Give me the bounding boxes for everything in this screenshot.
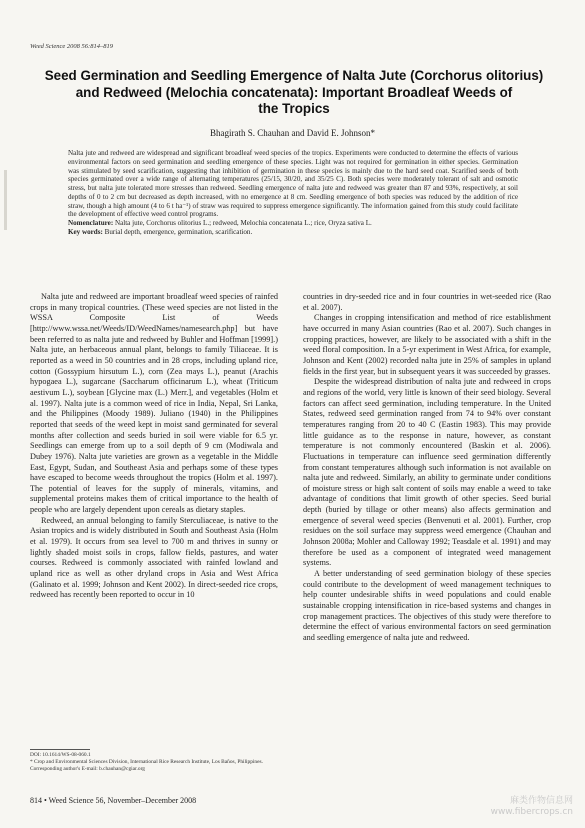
body-paragraph: Redweed, an annual belonging to family Sterculiaceae, is native to the Asian tropics and is widely distributed in South and Southeast Asia (Holm et al. 1979). It occurs from sea level to 700 m and thrives in sunny or lightly shaded moist soils in crops, fallow fields, pastures, and water courses. Redweed is commonly associated with rainfed lowland and upland rice as well as other dryland crops in Asia and West Africa (Galinato et al. 1999; Johnson and Kent 2002). In direct-seeded rice crops, redweed has recently been reported to occur in 10 [30, 515, 278, 600]
left-column [30, 292, 278, 601]
running-head: Weed Science 2008 56:814–819 [30, 43, 113, 50]
nomenclature-label: Nomenclature: [68, 219, 114, 227]
abstract-block [68, 149, 518, 237]
watermark-line-1: 麻类作物信息网 [509, 796, 573, 806]
title-line-3: the Tropics [258, 101, 330, 116]
body-paragraph: A better understanding of seed germination biology of these species could contribute to the development of weed management techniques to help counter undesirable shifts in weed populations and could enable sustainable cropping intensification in rice-based systems and changes in crop management practices. The objectives of this study were therefore to determine the effect of various environmental factors on seed germination and seedling emergence of nalta jute and redweed. [303, 569, 551, 642]
site-watermark [491, 796, 573, 818]
scan-edge-shadow [4, 170, 7, 230]
keywords-label: Key words: [68, 227, 103, 236]
article-title [28, 68, 560, 118]
watermark-line-2: www.fibercrops.cn [490, 807, 573, 817]
footnote-divider [30, 749, 90, 750]
title-line-1: Seed Germination and Seedling Emergence of Nalta Jute (Corchorus olitorius) [44, 68, 544, 83]
body-paragraph: Nalta jute and redweed are important broadleaf weed species of rainfed crops in many tropical countries. (These weed species are not listed in the WSSA Composite List of Weeds [http://www.wssa.net/Weeds/ID/WeedNames/namesearch.php] but have been referred to as nalta jute and redweed by Buhler and Hoffman [1999].) Nalta jute, an herbaceous annual plant, belongs to family Tiliaceae. It is reported as a weed in 50 countries and in 28 crops, including upland rice, cotton (Gossypium hirsutum L.), corn (Zea mays L.), peanut (Arachis hypogaea L.), sugarcane (Saccharum officinarum L.), wheat (Triticum aestivum L.), soybean [Glycine max (L.) Merr.], and vegetables (Holm et al. 1997). Nalta jute is a common weed of rice in India, Nepal, Sri Lanka, and the Philippines (Moody 1989). Juliano (1940) in the Philippines reported that seeds of the weed kept in moist sand germinated for several months after collection and seeds buried in soil were viable for 6.5 yr. Seedlings can emerge from up to a soil depth of 9 cm (Modiwala and Dubey 1976). Nalta jute varieties are grown as a vegetable in the Middle East, Egypt, Sudan, and Southeast Asia and perhaps some of these types have escaped to become weeds throughout the tropics (Holm et al. 1997). The potential of leaves for the supply of minerals, vitamins, and supplemental proteins makes them of critical importance to the health of people who are largely dependent upon cereals as dietary staples. [30, 292, 278, 515]
body-paragraph: countries in dry-seeded rice and in four countries in wet-seeded rice (Rao et al. 2007). [303, 292, 551, 312]
author-list: Bhagirath S. Chauhan and David E. Johnson* [210, 128, 375, 138]
keywords-text: Burial depth, emergence, germination, scarification. [104, 227, 253, 236]
body-paragraph: Despite the widespread distribution of nalta jute and redweed in crops and regions of the world, very little is known of their seed biology. Several factors can affect seed germination, including temperature. In the United States, redweed seed germination ranged from 74 to 94% over constant temperatures ranging from 20 to 40 C (Eastin 1983). This may provide little guidance as to the response in nature, however, as constant temperature is not commonly encountered (Baskin et al. 2006). Fluctuations in temperature can influence seed germination differently from constant temperatures although such information is not available on nalta jute and redweed. Similarly, an ability to germinate under conditions of moisture stress or high salt content of soils may enable a weed to take advantage of conditions that limit growth of other species. Seed burial depth (buried by tillage or other means) also affects germination and emergence of several weed species (Benvenuti et al. 2001). Further, crop residues on the soil surface may suppress weed emergence (Chauhan and Johnson 2008a; Mohler and Calloway 1992; Teasdale et al. 1991) and may therefore be used as a component of integrated weed management systems. [303, 377, 551, 568]
nomenclature-text: Nalta jute, Corchorus olitorius L.; redweed, Melochia concatenata L.; rice, Oryza sativa L. [114, 219, 372, 227]
right-column [303, 292, 551, 644]
affiliation-text: * Crop and Environmental Sciences Division, International Rice Research Institute, Los Baños, Philippines. Corresponding author's E-mail: b.chauhan@cgiar.org [30, 758, 263, 772]
footnote-block [30, 752, 280, 772]
body-paragraph: Changes in cropping intensification and method of rice establishment have occurred in many Asian countries (Rao et al. 2007). Such changes in cropping practices, however, are likely to be associated with a shift in the weed floral composition. In a 5-yr experiment in West Africa, for example, Johnson and Kent (2002) recorded nalta jute in 25% of samples in upland fields in the first year, but in subsequent years it was succeeded by grasses. [303, 313, 551, 376]
title-line-2: and Redweed (Melochia concatenata): Important Broadleaf Weeds of [75, 84, 513, 100]
abstract-text: Nalta jute and redweed are widespread and significant broadleaf weed species of the tropics. Experiments were conducted to determine the effects of various environmental factors on seed germination and seedling emergence of these species. Light was not required for germination in either species. Germination was stimulated by seed scarification, suggesting that inhibition of germination in these species is mainly due to the hard seed coat. Scarified seeds of both species germinated over a wide range of alternating temperatures (25/15, 30/20, and 35/25 C). Both species were moderately tolerant of salt and osmotic stress, but nalta jute tolerated more stresses than redweed. Seedling emergence of nalta jute and redweed was greater than 87 and 93%, respectively, at soil depths of 0 to 2 cm but decreased as depth increased, with no emergence at 8 cm. Seedling emergence of both species was reduced by the addition of rice straw, though a high amount (4 to 6 t ha⁻¹) of straw was required to suppress emergence significantly. The information gained from this study could facilitate the development of effective weed control programs. [68, 149, 518, 219]
nomenclature-line [68, 219, 518, 228]
doi-text: DOI: 10.1614/WS-08-060.1 [30, 752, 91, 758]
keywords-line [68, 228, 518, 237]
page-footer: 814 • Weed Science 56, November–December 2008 [30, 796, 197, 805]
